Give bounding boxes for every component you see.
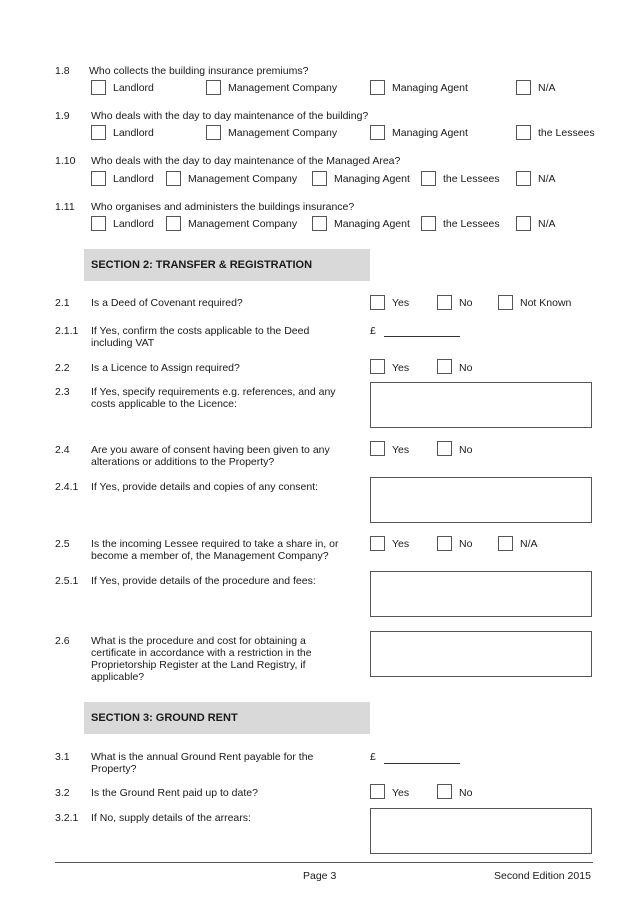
option-label: Not Known [520, 297, 572, 309]
checkbox-no[interactable] [437, 295, 452, 310]
option-label: the Lessees [538, 127, 595, 139]
edition-label: Second Edition 2015 [494, 870, 591, 882]
option-label: Yes [392, 538, 410, 550]
checkbox-management-company[interactable] [206, 125, 221, 140]
option-label: Management Company [188, 218, 298, 230]
checkbox-na[interactable] [516, 80, 531, 95]
question-text: If Yes, confirm the costs applicable to the Deed including VAT [91, 325, 310, 349]
licence-requirements-box[interactable] [370, 382, 592, 428]
checkbox-management-company[interactable] [166, 216, 181, 231]
option-label: N/A [538, 82, 556, 94]
question-number: 2.2 [55, 362, 70, 374]
checkbox-the-lessees[interactable] [421, 216, 436, 231]
option-label: Yes [392, 297, 410, 309]
option-label: No [459, 297, 473, 309]
question-number: 3.1 [55, 751, 70, 763]
section-2-heading: SECTION 2: TRANSFER & REGISTRATION [84, 249, 370, 281]
section-3-heading: SECTION 3: GROUND RENT [84, 702, 370, 734]
question-number: 3.2.1 [55, 812, 79, 824]
option-label: Landlord [113, 82, 154, 94]
checkbox-yes[interactable] [370, 295, 385, 310]
question-number: 2.1 [55, 297, 70, 309]
consent-details-box[interactable] [370, 477, 592, 523]
checkbox-management-company[interactable] [166, 171, 181, 186]
option-label: Management Company [228, 82, 338, 94]
question-number: 2.3 [55, 386, 70, 398]
question-text: Are you aware of consent having been given to any alterations or additions to the Property? [91, 444, 330, 468]
option-label: Managing Agent [392, 82, 468, 94]
option-label: Managing Agent [334, 173, 410, 185]
checkbox-yes[interactable] [370, 359, 385, 374]
option-label: No [459, 538, 473, 550]
option-label: N/A [520, 538, 538, 550]
checkbox-yes[interactable] [370, 784, 385, 799]
question-text: Who deals with the day to day maintenance of the Managed Area? [91, 155, 401, 167]
deed-cost-field[interactable] [384, 335, 460, 337]
question-text: Is a Licence to Assign required? [91, 362, 240, 374]
option-label: No [459, 444, 473, 456]
certificate-procedure-box[interactable] [370, 631, 592, 677]
checkbox-management-company[interactable] [206, 80, 221, 95]
question-number: 2.5 [55, 538, 70, 550]
question-text: Who deals with the day to day maintenance of the building? [91, 110, 369, 122]
checkbox-na[interactable] [516, 171, 531, 186]
question-number: 2.4.1 [55, 481, 79, 493]
checkbox-yes[interactable] [370, 441, 385, 456]
checkbox-landlord[interactable] [91, 125, 106, 140]
option-label: the Lessees [443, 218, 500, 230]
checkbox-na[interactable] [498, 536, 513, 551]
question-text: What is the annual Ground Rent payable for the Property? [91, 751, 314, 775]
checkbox-the-lessees[interactable] [421, 171, 436, 186]
footer-divider [55, 862, 593, 863]
option-label: Yes [392, 362, 410, 374]
currency-symbol: £ [370, 325, 376, 337]
option-label: No [459, 362, 473, 374]
checkbox-managing-agent[interactable] [370, 125, 385, 140]
question-text: Is the incoming Lessee required to take a share in, or become a member of, the Management Company? [91, 538, 339, 562]
question-number: 3.2 [55, 787, 70, 799]
question-text: Is the Ground Rent paid up to date? [91, 787, 258, 799]
checkbox-yes[interactable] [370, 536, 385, 551]
checkbox-landlord[interactable] [91, 80, 106, 95]
arrears-details-box[interactable] [370, 808, 592, 854]
question-number: 1.11 [55, 201, 75, 213]
checkbox-managing-agent[interactable] [312, 216, 327, 231]
question-number: 2.4 [55, 444, 70, 456]
question-text: Is a Deed of Covenant required? [91, 297, 243, 309]
page-number: Page 3 [303, 870, 337, 882]
checkbox-landlord[interactable] [91, 171, 106, 186]
question-number: 2.1.1 [55, 325, 79, 337]
option-label: Managing Agent [392, 127, 468, 139]
option-label: Management Company [228, 127, 338, 139]
question-text: If No, supply details of the arrears: [91, 812, 251, 824]
checkbox-no[interactable] [437, 784, 452, 799]
question-number: 1.10 [55, 155, 76, 167]
question-text: If Yes, specify requirements e.g. references, and any costs applicable to the Licence: [91, 386, 336, 410]
question-text: Who collects the building insurance premiums? [89, 65, 309, 77]
question-text: If Yes, provide details and copies of any consent: [91, 481, 319, 493]
membership-procedure-box[interactable] [370, 571, 592, 617]
question-number: 2.6 [55, 635, 70, 647]
question-text: If Yes, provide details of the procedure and fees: [91, 575, 316, 587]
checkbox-the-lessees[interactable] [516, 125, 531, 140]
option-label: Landlord [113, 127, 154, 139]
option-label: Management Company [188, 173, 298, 185]
question-number: 2.5.1 [55, 575, 79, 587]
checkbox-no[interactable] [437, 536, 452, 551]
option-label: No [459, 787, 473, 799]
option-label: N/A [538, 218, 556, 230]
checkbox-na[interactable] [516, 216, 531, 231]
currency-symbol: £ [370, 751, 376, 763]
option-label: Landlord [113, 173, 154, 185]
checkbox-managing-agent[interactable] [370, 80, 385, 95]
checkbox-landlord[interactable] [91, 216, 106, 231]
option-label: N/A [538, 173, 556, 185]
question-number: 1.9 [55, 110, 70, 122]
checkbox-no[interactable] [437, 441, 452, 456]
option-label: the Lessees [443, 173, 500, 185]
ground-rent-field[interactable] [384, 762, 460, 764]
option-label: Yes [392, 787, 410, 799]
question-text: Who organises and administers the buildings insurance? [91, 201, 355, 213]
option-label: Yes [392, 444, 410, 456]
option-label: Managing Agent [334, 218, 410, 230]
question-text: What is the procedure and cost for obtaining a certificate in accordance with a restriction in the Proprietorship Register at the Land Registry, if applicable? [91, 635, 312, 683]
question-number: 1.8 [55, 65, 70, 77]
checkbox-not-known[interactable] [498, 295, 513, 310]
checkbox-no[interactable] [437, 359, 452, 374]
option-label: Landlord [113, 218, 154, 230]
checkbox-managing-agent[interactable] [312, 171, 327, 186]
